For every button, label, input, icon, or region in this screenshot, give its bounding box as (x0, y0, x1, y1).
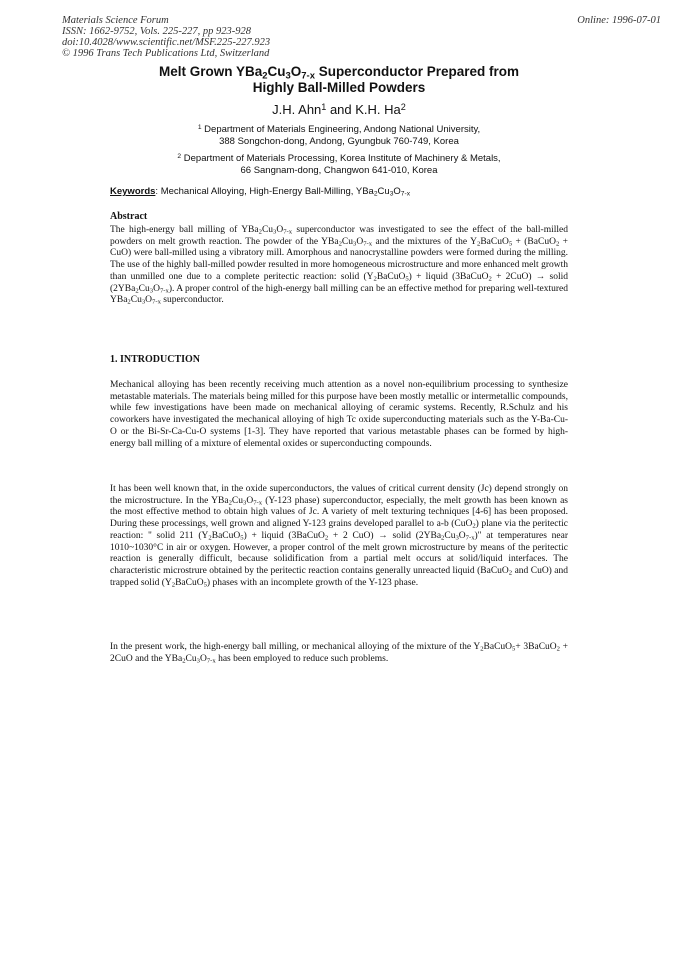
para-run: Cu (444, 530, 456, 541)
introduction-heading: 1. INTRODUCTION (110, 354, 201, 365)
abstract-run: O (356, 236, 364, 247)
keywords-sub: 2 (373, 190, 378, 198)
abstract-sub: 3 (353, 240, 357, 248)
affiliation-2-line-1 (62, 153, 616, 165)
para-run: ) + liquid (3BaCuO (243, 530, 325, 541)
title-line-2: Highly Ball-Milled Powders (252, 80, 426, 95)
affiliation-1-line-1 (62, 124, 616, 136)
abstract-sub: 2 (135, 287, 139, 295)
para-run: O (458, 530, 466, 541)
introduction-paragraph-3 (110, 642, 568, 665)
abstract-heading: Abstract (110, 211, 148, 222)
keywords-text: Mechanical Alloying, High-Energy Ball-Milling, YBa (160, 186, 374, 197)
para-sub: 2 (208, 534, 212, 542)
abstract-sub: 2 (338, 240, 342, 248)
title-text: Cu (267, 64, 286, 79)
para-run: and CuO) and trapped solid (Y (110, 565, 568, 588)
title-line-1 (62, 64, 616, 80)
abstract-sub: 3 (273, 228, 277, 236)
abstract-sub: 7-x (152, 298, 161, 306)
abstract-sub: 3 (149, 287, 154, 295)
journal-name: Materials Science Forum (62, 15, 169, 26)
author-1: J.H. Ahn (272, 102, 322, 117)
abstract-sub: 2 (127, 298, 131, 306)
para-run: )" at temperatures near 1010~1030°C in air or oxygen. However, a proper control of the melt grown microstructure by means of the peritectic reaction is generally difficult, because solidification from a partial melt occurs at solid/liquid interfaces. The characteristic microstrure obtained by the peritectic reaction contains generally unreacted liquid (BaCuO (110, 530, 568, 576)
abstract-sub: 7-x (283, 228, 293, 236)
author-2-affil-mark: 2 (400, 101, 406, 112)
abstract-run: The high-energy ball milling of YBa (110, 225, 259, 235)
abstract-run: BaCuO (376, 271, 406, 282)
abstract-text (110, 225, 568, 307)
abstract-run: + CuO) were ball-milled using a vibratory mill. Amorphous and nanocrystalline (110, 236, 569, 259)
title-text: Superconductor Prepared from (314, 64, 519, 79)
para-sub: 5 (240, 534, 244, 542)
abstract-sub: 2 (476, 240, 481, 248)
abstract-sub: 5 (508, 240, 513, 248)
para-run: BaCuO (483, 642, 513, 652)
para-run: BaCuO (211, 530, 241, 541)
paper-title (62, 64, 616, 96)
para-run: + 3BaCuO (515, 642, 557, 652)
para-run: O (246, 495, 254, 506)
online-date: Online: 1996-07-01 (577, 15, 661, 26)
title-sub: 2 (262, 70, 268, 82)
para-run: It has been well known that, in the oxide superconductors, the values of critical current density (Jc) depend strongly on the microstructure. In the YBa (110, 484, 568, 506)
abstract-run: + (BaCuO (512, 236, 556, 247)
para-sub: 2 (324, 534, 329, 542)
para-sub: 2 (182, 657, 186, 665)
para-run: BaCuO (175, 577, 204, 588)
para-sub: 5 (512, 645, 516, 653)
abstract-sub: 2 (373, 275, 377, 283)
affiliation-1 (62, 124, 616, 148)
abstract-run: Cu (261, 225, 274, 235)
abstract-run: powders were formed during the milling. The use of the highly ball-milled powder resulted in more homogeneous microstructure and more enhanced melt growth than unmilled one due to a complete peritectic reaction: solid (Y (110, 248, 569, 282)
para-sub: 2 (472, 522, 476, 530)
affiliation-1-line-2: 388 Songchon-dong, Andong, Gyungbuk 760-749, Korea (219, 136, 459, 147)
doi-line: doi:10.4028/www.scientific.net/MSF.225-227.923 (62, 37, 271, 48)
para-run: ) plane via the peritectic reaction: " solid 211 (Y (110, 519, 568, 541)
keywords-sub: 7-x (400, 190, 411, 198)
author-1-affil-mark: 1 (321, 101, 327, 112)
para-sub: 2 (171, 581, 176, 589)
title-sub: 7-x (301, 70, 315, 82)
abstract-run: O (145, 295, 153, 306)
abstract-run: superconductor was investigated to see the effect of the (292, 225, 523, 235)
para-sub: 2 (556, 645, 560, 653)
para-sub: 3 (196, 657, 200, 665)
para-sub: 3 (455, 534, 459, 542)
keywords-sub: 3 (389, 190, 394, 198)
abstract-run: superconductor. (160, 295, 224, 306)
affiliation-2 (62, 153, 616, 177)
para-run: (Y-123 phase) superconductor, especially, the melt growth has been known as the most effective method to obtain high values of Jc. A variety of melt texturing techniques [4-6] has been proposed. During these processings, well grown and aligned Y-123 grains developed parallel to a-b (CuO (110, 495, 568, 530)
para-run: O (199, 653, 207, 664)
author-conjunction: and (326, 102, 356, 117)
abstract-sub: 2 (488, 275, 492, 283)
para-run: In the present work, the high-energy ball milling, or mechanical alloying of the mixture of the Y (110, 642, 481, 652)
title-text: O (290, 64, 302, 79)
para-sub: 2 (228, 499, 232, 507)
abstract-sub: 2 (258, 228, 262, 236)
abstract-run: + 2CuO) → solid (2YBa (110, 271, 568, 294)
title-sub: 3 (285, 70, 291, 82)
copyright-line: © 1996 Trans Tech Publications Ltd, Switzerland (62, 48, 270, 59)
para-run: Cu (185, 653, 197, 664)
abstract-sub: 3 (141, 298, 146, 306)
keywords-text: Cu (377, 186, 390, 197)
para-sub: 7-x (465, 534, 475, 542)
para-sub: 2 (441, 534, 445, 542)
abstract-sub: 5 (405, 275, 409, 283)
abstract-run: Cu (341, 236, 353, 247)
title-text: Melt Grown YBa (159, 64, 263, 79)
abstract-sub: 7-x (363, 240, 373, 248)
abstract-run: Y (470, 236, 477, 247)
para-run: + 2CuO and the YBa (110, 642, 569, 664)
abstract-run: Cu (130, 295, 142, 306)
para-sub: 3 (243, 499, 247, 507)
abstract-run: BaCuO (480, 236, 509, 247)
author-2: K.H. Ha (355, 102, 401, 117)
abstract-run: Cu (138, 283, 150, 294)
abstract-run: ball-milled powders on melt growth reaction. The powder of the YBa (110, 225, 568, 247)
para-run: has been employed to reduce such problems. (215, 653, 389, 664)
issn-line: ISSN: 1662-9752, Vols. 225-227, pp 923-928 (62, 26, 251, 37)
para-run: + 2 CuO) → solid (2YBa (328, 530, 442, 541)
introduction-paragraph-2 (110, 484, 568, 589)
para-sub: 2 (508, 569, 513, 577)
keywords-text: O (393, 186, 401, 197)
keywords-label: Keywords (110, 186, 156, 197)
affiliation-1-text: Department of Materials Engineering, Andong National University, (201, 124, 481, 135)
abstract-sub: 2 (555, 240, 560, 248)
keywords-colon: : (155, 186, 161, 197)
introduction-paragraph-1: Mechanical alloying has been recently receiving much attention as a novel non-equilibrium processing to synthesize metastable materials. The materials being milled for this purpose have been mostly metallic or intermetallic compounds, while few investigations have been made on mechanical alloying of ceramic systems. Recently, R.Schulz and his coworkers have investigated the mechanical alloying of high Tc oxide superconducting materials such as the Y-Ba-Cu-O or the Bi-Sr-Ca-Cu-O systems [1-3]. They have reported that various metastable phases can be formed by high-energy ball milling of a mixture of elemental oxides or superconducting compounds. (110, 380, 568, 449)
abstract-run: ). A proper control of the high-energy ball milling can be an effective method for preparing well-textured YBa (110, 283, 568, 306)
abstract-sub: 7-x (159, 287, 169, 295)
affiliation-2-text: Department of Materials Processing, Korea Institute of Machinery & Metals, (181, 153, 501, 164)
affiliation-2-line-2: 66 Sangnam-dong, Changwon 641-010, Korea (240, 165, 438, 176)
para-run: Cu (231, 495, 243, 506)
para-sub: 5 (203, 581, 207, 589)
author-list (62, 102, 616, 117)
affiliation-1-mark: 1 (197, 124, 202, 132)
para-run: ) phases with an incomplete growth of the Y-123 phase. (206, 577, 419, 588)
affiliation-2-mark: 2 (177, 153, 182, 161)
abstract-run: O (276, 225, 284, 235)
abstract-run: O (153, 283, 160, 294)
keywords-line (110, 186, 570, 197)
abstract-run: and the mixtures of the (372, 236, 468, 247)
para-sub: 7-x (253, 499, 263, 507)
publication-header (62, 15, 662, 59)
para-sub: 7-x (206, 657, 216, 665)
abstract-run: ) + liquid (3BaCuO (408, 271, 489, 282)
para-sub: 2 (480, 645, 484, 653)
